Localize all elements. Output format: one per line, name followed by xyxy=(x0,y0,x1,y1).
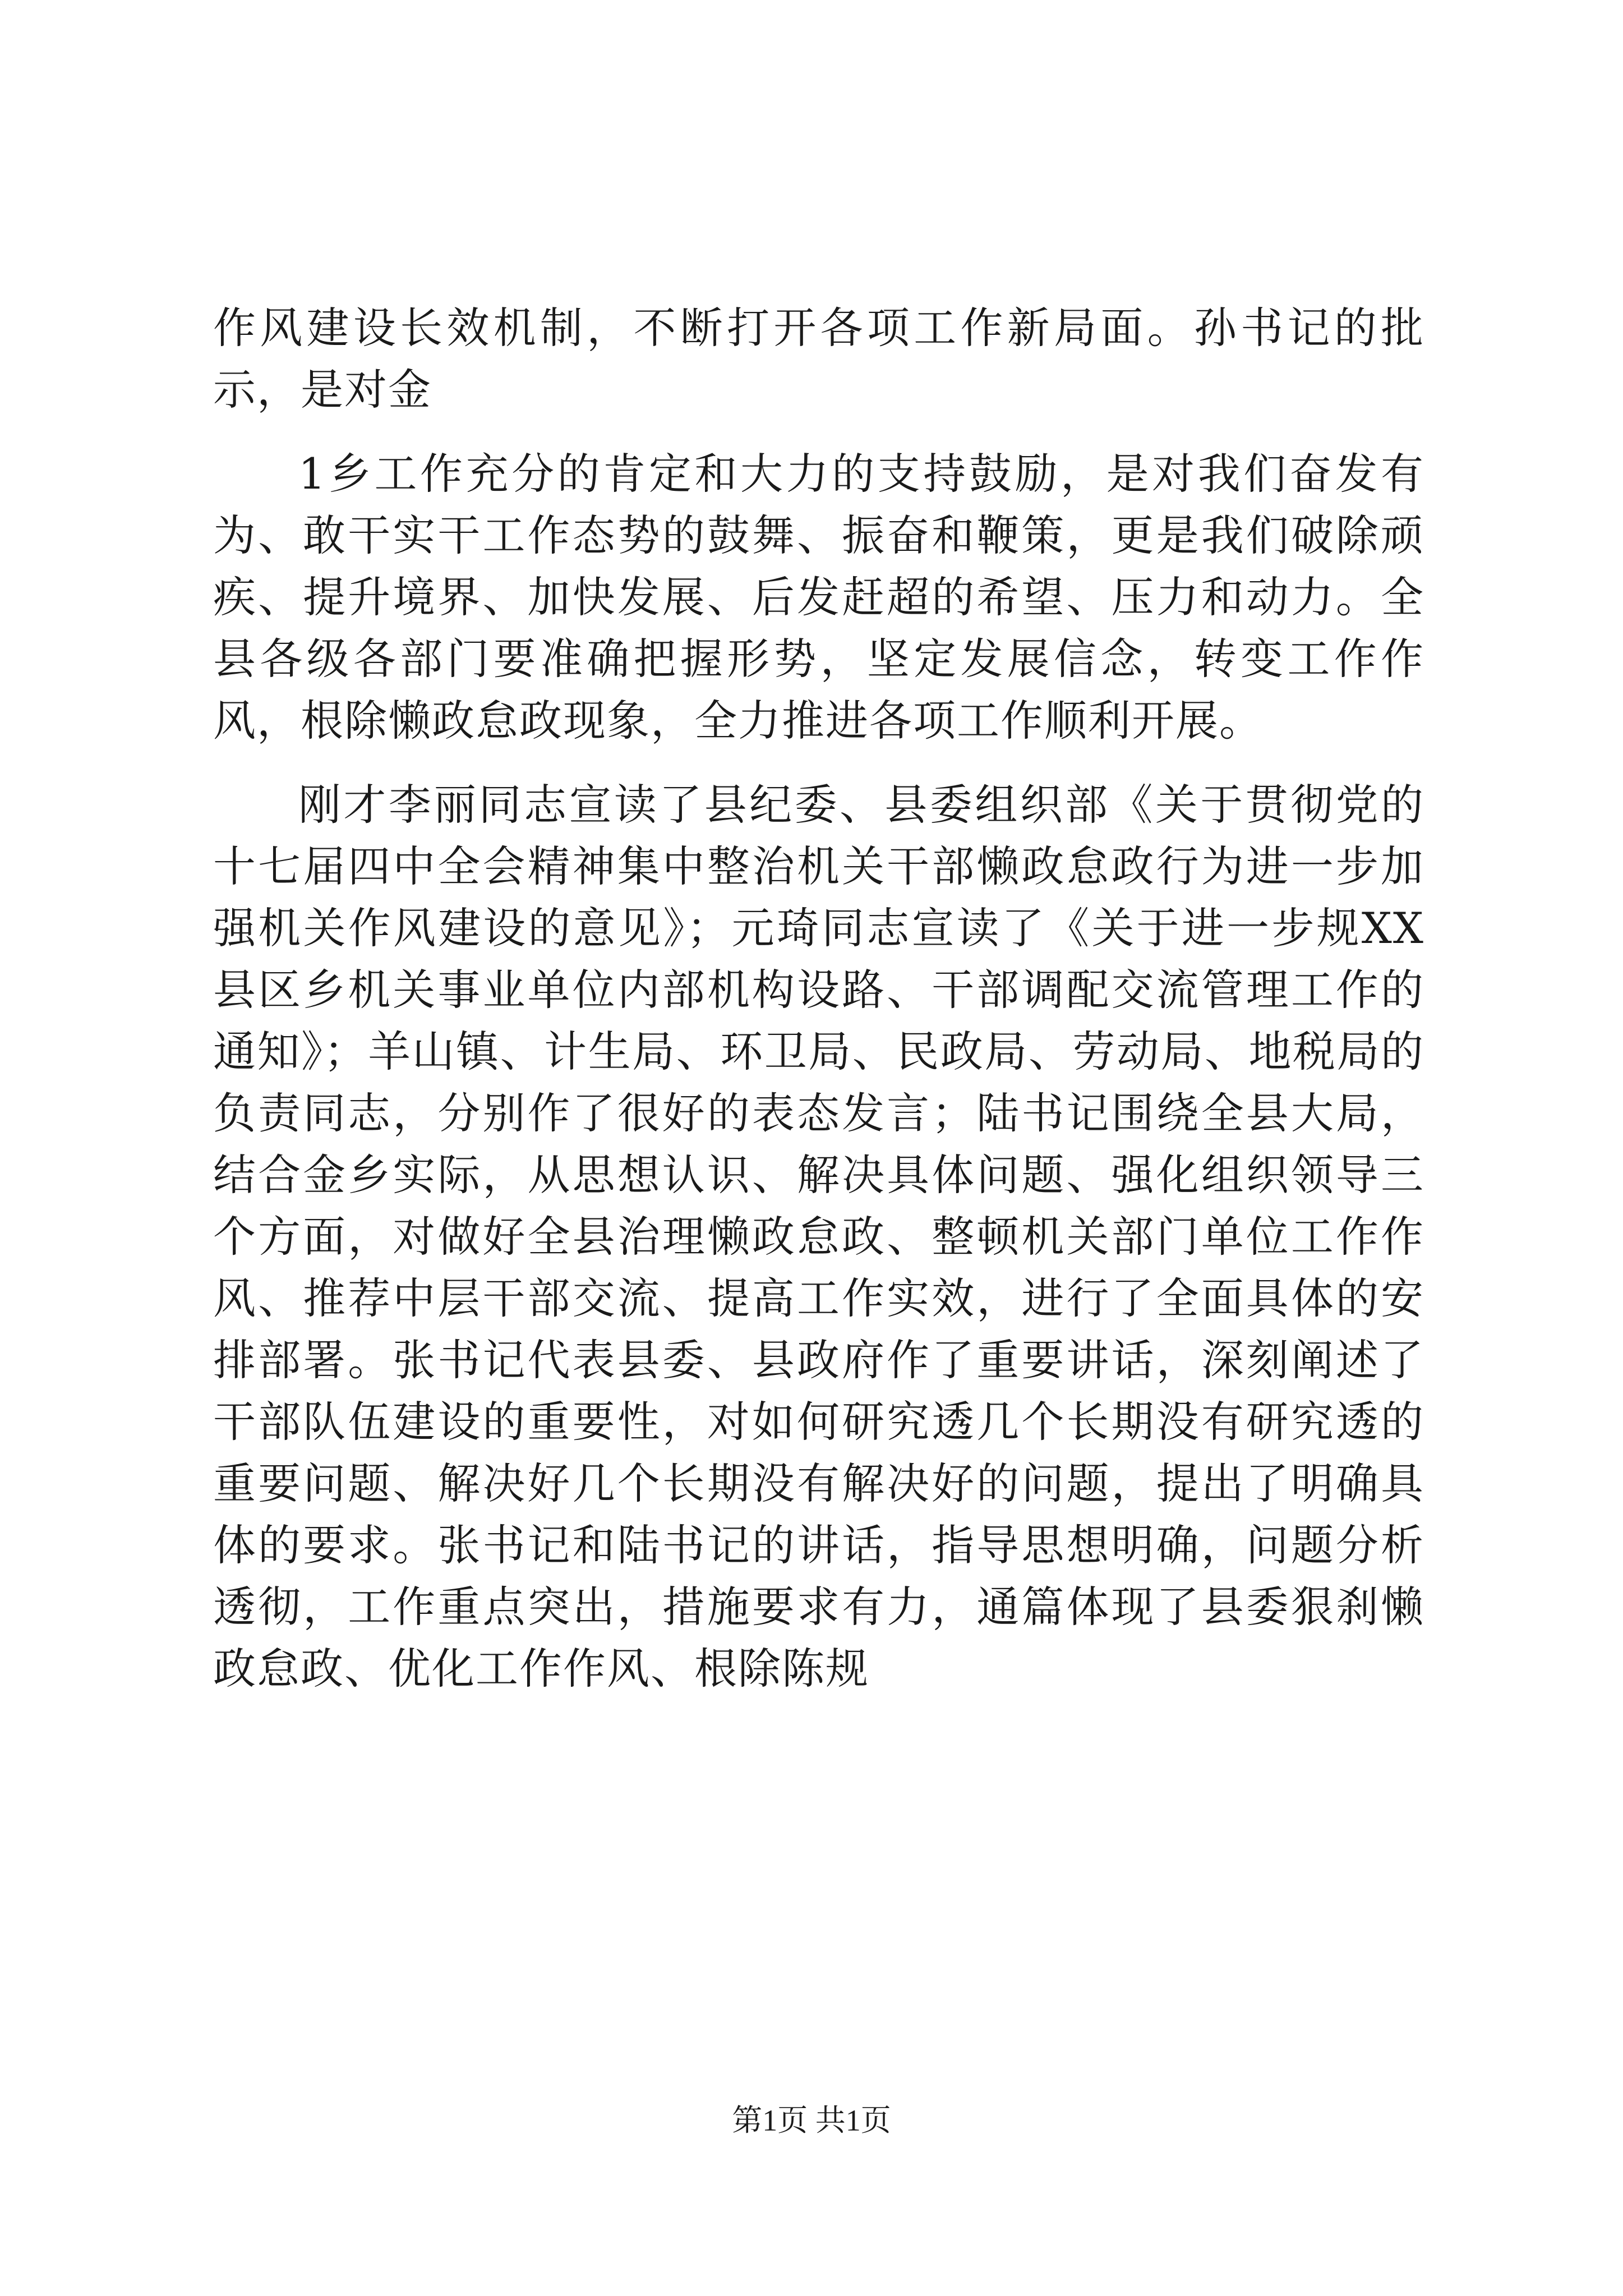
paragraph-1: 作风建设长效机制，不断打开各项工作新局面。孙书记的批示，是对金 xyxy=(213,303,1424,415)
paragraph-3: 刚才李丽同志宣读了县纪委、县委组织部《关于贯彻党的十七届四中全会精神集中整治机关干部懒政怠政行为进一步加强机关作风建设的意见》；元琦同志宣读了《关于进一步规XX县区乡机关事业单位内部机构设路、干部调配交流管理工作的通知》；羊山镇、计生局、环卫局、民政局、劳动局、地税局的负责同志，分别作了很好的表态发言；陆书记围绕全县大局，结合金乡实际，从思想认识、解决具体问题、强化组织领导三个方面，对做好全县治理懒政怠政、整顿机关部门单位工作作风、推荐中层干部交流、提高工作实效，进行了全面具体的安排部署。张书记代表县委、县政府作了重要讲话，深刻阐述了干部队伍建设的重要性，对如何研究透几个长期没有研究透的重要问题、解决好几个长期没有解决好的问题，提出了明确具体的要求。张书记和陆书记的讲话，指导思想明确，问题分析透彻，工作重点突出，措施要求有力，通篇体现了县委狠刹懒政怠政、优化工作作风、根除陈规 xyxy=(213,780,1424,1694)
paragraph-2: 1乡工作充分的肯定和大力的支持鼓励，是对我们奋发有为、敢干实干工作态势的鼓舞、振奋和鞭策，更是我们破除顽疾、提升境界、加快发展、后发赶超的希望、压力和动力。全县各级各部门要准确把握形势，坚定发展信念，转变工作作风，根除懒政怠政现象，全力推进各项工作顺利开展。 xyxy=(213,449,1424,746)
page-number-label: 第1页 共1页 xyxy=(732,2104,891,2137)
document-body xyxy=(213,297,1424,1722)
page-footer xyxy=(0,2101,1623,2140)
